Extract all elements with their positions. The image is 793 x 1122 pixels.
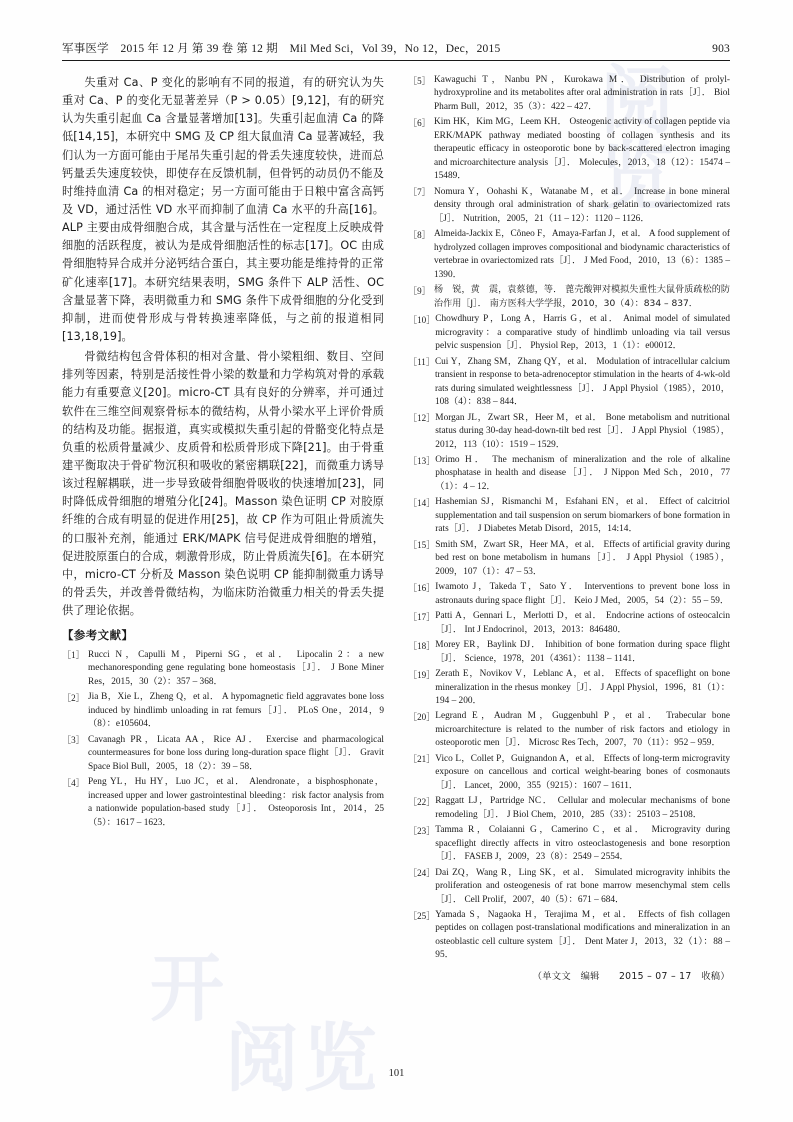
reference-text: Legrand E，Audran M，Guggenbuhl P，et al． Trabecular bone microarchitecture is related to the number of risk factors and etiology in osteoporotic men［J］． Microsc Res Tech，2007，70（11）：952 – 959．: [435, 711, 730, 749]
reference-number: ［24］: [408, 868, 436, 879]
reference-item: [62, 691, 384, 731]
reference-text: Rucci N，Capulli M，Piperni SG，et al． Lipocalin 2：a new mechanoresponding gene regulating bone homeostasis［J］． J Bone Miner Res，2015，30（2）：357 – 368．: [88, 649, 384, 687]
reference-number: ［25］: [408, 910, 436, 921]
reference-item: [62, 776, 384, 830]
column-left: [62, 74, 384, 832]
body-paragraph: 骨微结构包含骨体积的相对含量、骨小梁粗细、数目、空间排列等因素，特别是活接性骨小梁的数量和力学构筑对骨的承载能力有重要意义[20]。micro-CT 具有良好的分辨率，并可通过软件在三维空间观察骨标本的微结构，从骨小梁水平上评价骨质的结构及功能。据报道，真实或模拟失重引起的骨骼变化特点是负重的松质骨量减少、皮质骨和松质骨形成下降[21]。由于骨重建平衡取决于骨矿物沉积和吸收的紧密耦联[22]，而微重力诱导该过程解耦联，进一步导致破骨细胞骨吸收的快速增加[23]，同时降低成骨细胞的增殖分化[24]。Masson 染色证明 CP 对胶原纤维的合成有明显的促进作用[25]，故 CP 作为可阻止骨质流失的口服补充剂，能通过 ERK/MAPK 信号促进成骨细胞的增殖，促进胶原蛋白的合成，刺激骨形成，防止骨质流失[6]。在本研究中，micro-CT 分析及 Masson 染色说明 CP 能抑制微重力诱导的骨丢失，并改善骨微结构，为临床防治微重力相关的骨丢失提供了理论依据。: [62, 350, 384, 618]
reference-item: [408, 454, 730, 494]
reference-number: ［2］: [62, 692, 85, 703]
reference-item: [408, 909, 730, 963]
reference-text: Nomura Y，Oohashi K，Watanabe M，et al． Increase in bone mineral density through oral administration of shark gelatin to ovariectomized rats［J］． Nutrition，2005，21（11 – 12）：1120 – 1126．: [434, 186, 730, 224]
reference-item: [408, 356, 730, 410]
reference-number: ［10］: [408, 314, 436, 325]
reference-item: [408, 74, 730, 114]
references-heading: 【参考文献】: [62, 628, 134, 643]
reference-text: Orimo H． The mechanism of mineralization and the role of alkaline phosphatase in health and disease［J］． J Nippon Med Sch，2010，77（1）：4 – 12．: [435, 455, 730, 492]
reference-number: ［21］: [408, 754, 436, 765]
reference-number: ［14］: [408, 497, 436, 508]
references-list-left: [62, 649, 384, 830]
watermark-char: 阅览: [225, 1016, 381, 1102]
reference-number: ［12］: [408, 413, 436, 424]
journal-citation: 军事医学 2015 年 12 月 第 39 卷 第 12 期 Mil Med Sci，Vol 39，No 12，Dec，2015: [62, 43, 501, 55]
reference-text: Patti A，Gennari L，Merlotti D，et al． Endocrine actions of osteocalcin［J］． Int J Endocrinol，2013，2013：846480．: [435, 611, 730, 635]
watermark-char: 览: [600, 134, 678, 220]
reference-text: Tamma R，Colaianni G，Camerino C，et al． Microgravity during spaceflight directly affects in vitro osteoclastogenesis and bone resorption［J］． FASEB J，2009，23（8）：2549 – 2554．: [435, 825, 730, 863]
reference-text: Smith SM，Zwart SR，Heer MA，et al． Effects of artificial gravity during bed rest on bone metabolism in humans［J］． J Appl Physiol（1985），2009，107（1）：47 – 53．: [435, 539, 730, 577]
reference-text: Peng YL，Hu HY，Luo JC，et al． Alendronate，a bisphosphonate，increased upper and lower gastrointestinal bleeding：risk factor analysis from a nationwide population-based study［J］． Osteoporosis Int，2014，25（5）：1617 – 1623．: [88, 777, 384, 828]
reference-number: ［17］: [408, 611, 436, 622]
reference-number: ［20］: [408, 711, 436, 722]
footer-page-label: 101: [388, 1068, 405, 1079]
reference-number: ［22］: [408, 796, 436, 807]
reference-text: Morgan JL，Zwart SR，Heer M，et al． Bone metabolism and nutritional status during 30-day head-down-tilt bed rest［J］． J Appl Physiol（1985），2012，113（10）：1519 – 1529．: [435, 412, 730, 450]
reference-text: Dai ZQ，Wang R，Ling SK，et al． Simulated microgravity inhibits the proliferation and osteogenesis of rat bone marrow mesenchymal stem cells［J］． Cell Prolif，2007，40（5）：671 – 684．: [435, 867, 730, 905]
reference-text: Hashemian SJ，Rismanchi M，Esfahani EN，et al． Effect of calcitriol supplementation and tail suspension on serum biomarkers of bone formation in rats［J］． J Diabetes Metab Disord，2015，14:14．: [435, 497, 730, 535]
reference-item: [408, 867, 730, 907]
reference-text: Kim HK，Kim MG，Leem KH． Osteogenic activity of collagen peptide via ERK/MAPK pathway mediated boosting of collagen synthesis and its therapeutic efficacy in osteoporotic bone by back-scattered electron imaging and microarchitecture analysis［J］． Molecules，2013，18（12）：15474 – 15489．: [434, 117, 730, 182]
reference-item: [408, 186, 730, 226]
reference-number: ［7］: [408, 187, 431, 198]
reference-text: Vico L，Collet P，Guignandon A，et al． Effects of long-term microgravity exposure on cancellous and cortical weight-bearing bones of cosmonauts［J］． Lancet，2000，355（9215）：1607 – 1611．: [435, 753, 730, 791]
reference-item: [408, 228, 730, 282]
reference-item: [62, 734, 384, 774]
reference-number: ［23］: [408, 825, 436, 836]
reference-item: [408, 539, 730, 579]
reference-number: ［3］: [62, 735, 85, 746]
watermark-char: 开: [150, 946, 228, 1032]
column-right: [408, 74, 730, 984]
references-list-right: [408, 74, 730, 963]
reference-number: ［4］: [62, 777, 85, 788]
reference-number: ［13］: [408, 455, 436, 466]
reference-number: ［19］: [408, 669, 436, 680]
reference-text: Almeida-Jackix E，Côneo F，Amaya-Farfan J，et al． A food supplement of hydrolyzed collagen improves compositional and biodynamic characteristics of vertebrae in ovariectomized rats［J］． J Med Food，2010，13（6）：1385 – 1390．: [434, 229, 730, 280]
reference-text: Chowdhury P，Long A，Harris G，et al． Animal model of simulated microgravity：a comparative study of hindlimb unloading via tail versus pelvic suspension［J］． Physiol Rep，2013，1（1）：e00012．: [435, 314, 730, 352]
reference-item: [408, 668, 730, 708]
reference-text: 杨 锐，黄 震，袁蔡德，等． 蓖壳酸钾对模拟失重性大鼠骨质疏松的防治作用［J］． 南方医科大学学报，2010，30（4）：834 – 837．: [434, 285, 730, 309]
reference-number: ［16］: [408, 582, 436, 593]
reference-text: Zerath E，Novikov V，Leblanc A，et al． Effects of spaceflight on bone mineralization in the rhesus monkey［J］． J Appl Physiol，1996，81（1）：194 – 200．: [435, 669, 730, 706]
reference-text: Yamada S，Nagaoka H，Terajima M，et al． Effects of fish collagen peptides on collagen post-translational modifications and mineralization in an osteoblastic cell culture system［J］． Dent Mater J，2013，32（1）：88 – 95．: [435, 910, 730, 961]
reference-item: [408, 116, 730, 183]
body-paragraph: 失重对 Ca、P 变化的影响有不同的报道，有的研究认为失重对 Ca、P 的变化无显著差异（P > 0.05）[9,12]，有的研究认为失重引起血 Ca 含量显著增加[13]。失重引起血清 Ca 的降低[14,15]，本研究中 SMG 及 CP 组大鼠血清 Ca 显著减轻，我们认为一方面可能由于尾吊失重引起的骨丢失速度较快，进而总钙量丢失速度较快，即使存在反馈机制，但骨钙的动员仍不能及时维持血清 Ca 的相对稳定；另一方面可能由于日粮中富含高钙及 VD，通过活性 VD 水平而抑制了血清 Ca 水平的升高[16]。ALP 主要由成骨细胞合成，其含量与活性在一定程度上反映成骨细胞的活跃程度，被认为是成骨细胞活性的标志[17]。OC 由成骨细胞特异合成并分泌钙结合蛋白，其主要功能是维持骨的正常矿化速率[17]。本研究结果表明，SMG 条件下 ALP 活性、OC 含量显著下降，表明微重力和 SMG 条件下成骨细胞的分化受到抑制，进而使骨形成与骨转换速率降低，与之前的报道相同[13,18,19]。: [62, 76, 384, 343]
reference-item: [408, 824, 730, 864]
reference-number: ［5］: [408, 75, 431, 86]
reference-text: Cui Y，Zhang SM，Zhang QY，et al． Modulation of intracellular calcium transient in response to beta-adrenoceptor stimulation in the hearts of 4-wk-old rats during simulated weightlessness［J］． J Appl Physiol（1985），2010，108（4）：838 – 844．: [434, 356, 730, 408]
page-number: 903: [712, 43, 730, 55]
reference-item: [408, 795, 730, 822]
reference-number: ［1］: [62, 650, 85, 661]
received-note: （单文文 编辑 2015 – 07 – 17 收稿）: [532, 970, 730, 982]
reference-text: Morey ER，Baylink DJ． Inhibition of bone formation during space flight［J］． Science，1978，201（4361）：1138 – 1141．: [435, 640, 730, 664]
reference-number: ［11］: [408, 357, 435, 368]
reference-text: Raggatt LJ，Partridge NC． Cellular and molecular mechanisms of bone remodeling［J］． J Biol Chem，2010，285（33）：25103 – 25108．: [435, 796, 730, 820]
reference-number: ［6］: [408, 117, 431, 128]
header-divider: [62, 60, 730, 61]
reference-item: [408, 313, 730, 353]
reference-number: ［15］: [408, 540, 436, 551]
reference-item: [408, 639, 730, 666]
reference-item: [62, 649, 384, 689]
page-header: [62, 40, 730, 56]
reference-text: Cavanagh PR，Licata AA，Rice AJ． Exercise and pharmacological countermeasures for bone loss during long-duration space flight［J］． Gravit Space Biol Bull，2005，18（2）：39 – 58．: [88, 734, 384, 772]
reference-item: [408, 412, 730, 452]
reference-item: [408, 710, 730, 750]
reference-text: Iwamoto J，Takeda T，Sato Y． Interventions to prevent bone loss in astronauts during space flight［J］． Keio J Med，2005，54（2）：55 – 59．: [435, 582, 730, 606]
reference-item: [408, 581, 730, 608]
reference-number: ［9］: [408, 285, 431, 296]
reference-item: [408, 284, 730, 311]
reference-text: Kawaguchi T，Nanbu PN，Kurokawa M． Distribution of prolyl-hydroxyproline and its metabolites after oral administration in rats［J］． Biol Pharm Bull，2012，35（3）：422 – 427．: [434, 75, 730, 112]
reference-number: ［18］: [408, 640, 436, 651]
reference-item: [408, 496, 730, 536]
reference-item: [408, 753, 730, 793]
reference-item: [408, 610, 730, 637]
watermark-char: 阅: [600, 58, 678, 144]
reference-text: Jia B，Xie L，Zheng Q，et al． A hypomagnetic field aggravates bone loss induced by hindlimb unloading in rat femurs［J］． PLoS One，2014，9（8）：e105604．: [88, 692, 384, 730]
reference-number: ［8］: [408, 229, 431, 240]
